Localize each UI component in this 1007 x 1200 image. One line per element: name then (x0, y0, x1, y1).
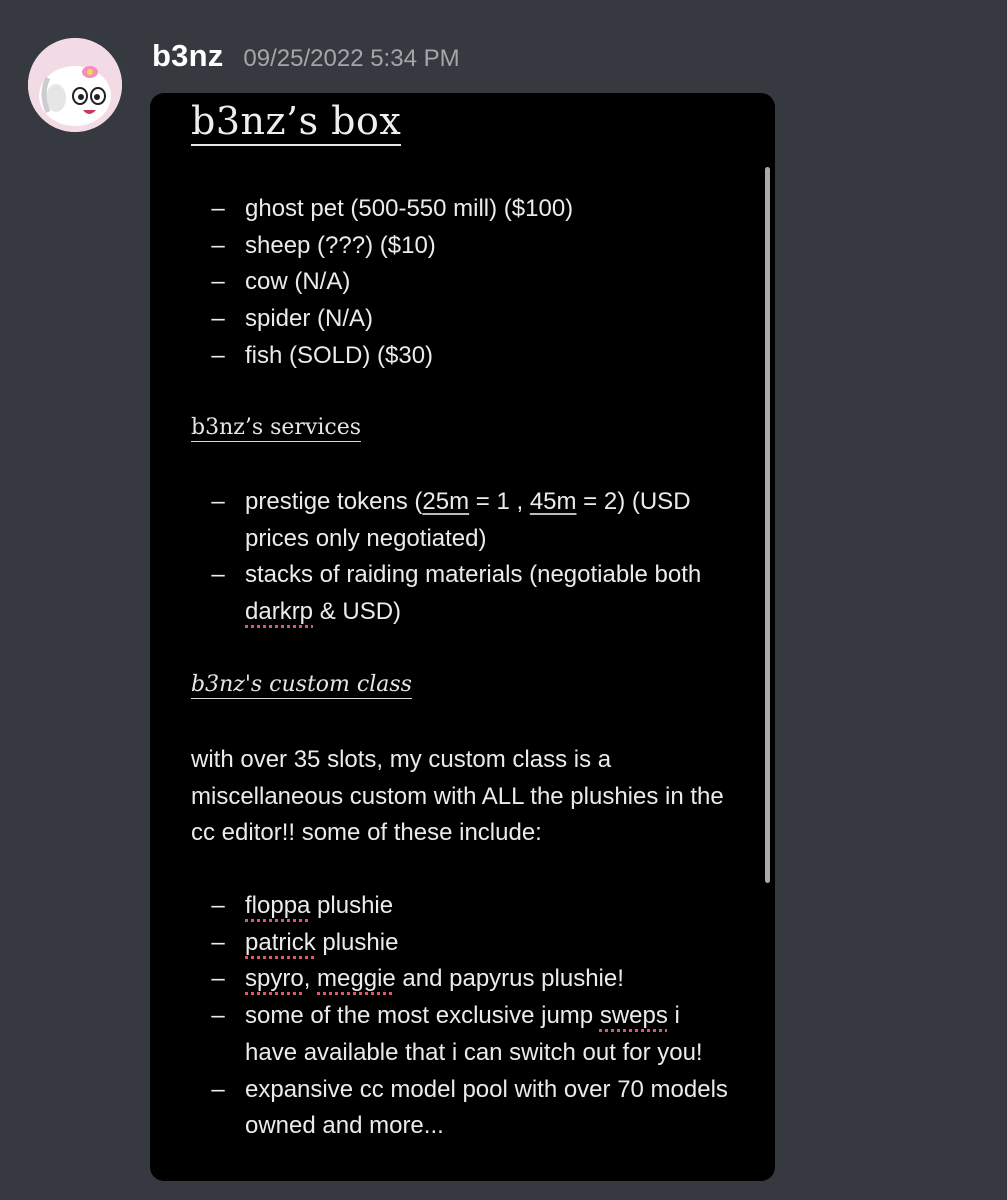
list-item: – prestige tokens (25m = 1 , 45m = 2) (USD prices only negotiated) (211, 488, 691, 552)
services-list (208, 484, 738, 631)
list-item: – spider (N/A) (211, 305, 374, 333)
message-header (152, 38, 460, 78)
plushies-list (208, 888, 738, 1145)
list-item: – expansive cc model pool with over 70 models owned and more... (211, 1075, 728, 1140)
list-item: – stacks of raiding materials (negotiable both darkrp & USD) (211, 561, 702, 626)
list-item: – some of the most exclusive jump sweps i have available that i can switch out for you! (211, 1002, 703, 1066)
services-heading: b3nz’s services (191, 415, 362, 440)
message-timestamp: 09/25/2022 5:34 PM (243, 45, 460, 72)
list-item: – floppa plushie (211, 892, 394, 919)
document-title: b3nz’s box (191, 100, 401, 146)
list-item: – fish (SOLD) ($30) (211, 341, 434, 369)
list-item: – ghost pet (500-550 mill) ($100) (211, 195, 574, 222)
custom-class-heading: b3nz's custom class (191, 672, 412, 697)
list-item: – sheep (???) ($10) (211, 231, 436, 259)
list-item: – cow (N/A) (211, 268, 351, 296)
misspelled-word: darkrp (245, 598, 314, 626)
custom-class-description: with over 35 slots, my custom class is a miscellaneous custom with ALL the plushies in the cc editor!! some of these include: (191, 746, 724, 847)
list-item: – spyro, meggie and papyrus plushie! (211, 965, 624, 993)
pets-list (208, 191, 738, 375)
user-avatar[interactable] (28, 38, 122, 132)
document-scrollbar (765, 167, 770, 883)
panda-plush-avatar-icon (28, 38, 122, 132)
username[interactable]: b3nz (152, 38, 224, 73)
list-item: – patrick plushie (211, 928, 399, 956)
